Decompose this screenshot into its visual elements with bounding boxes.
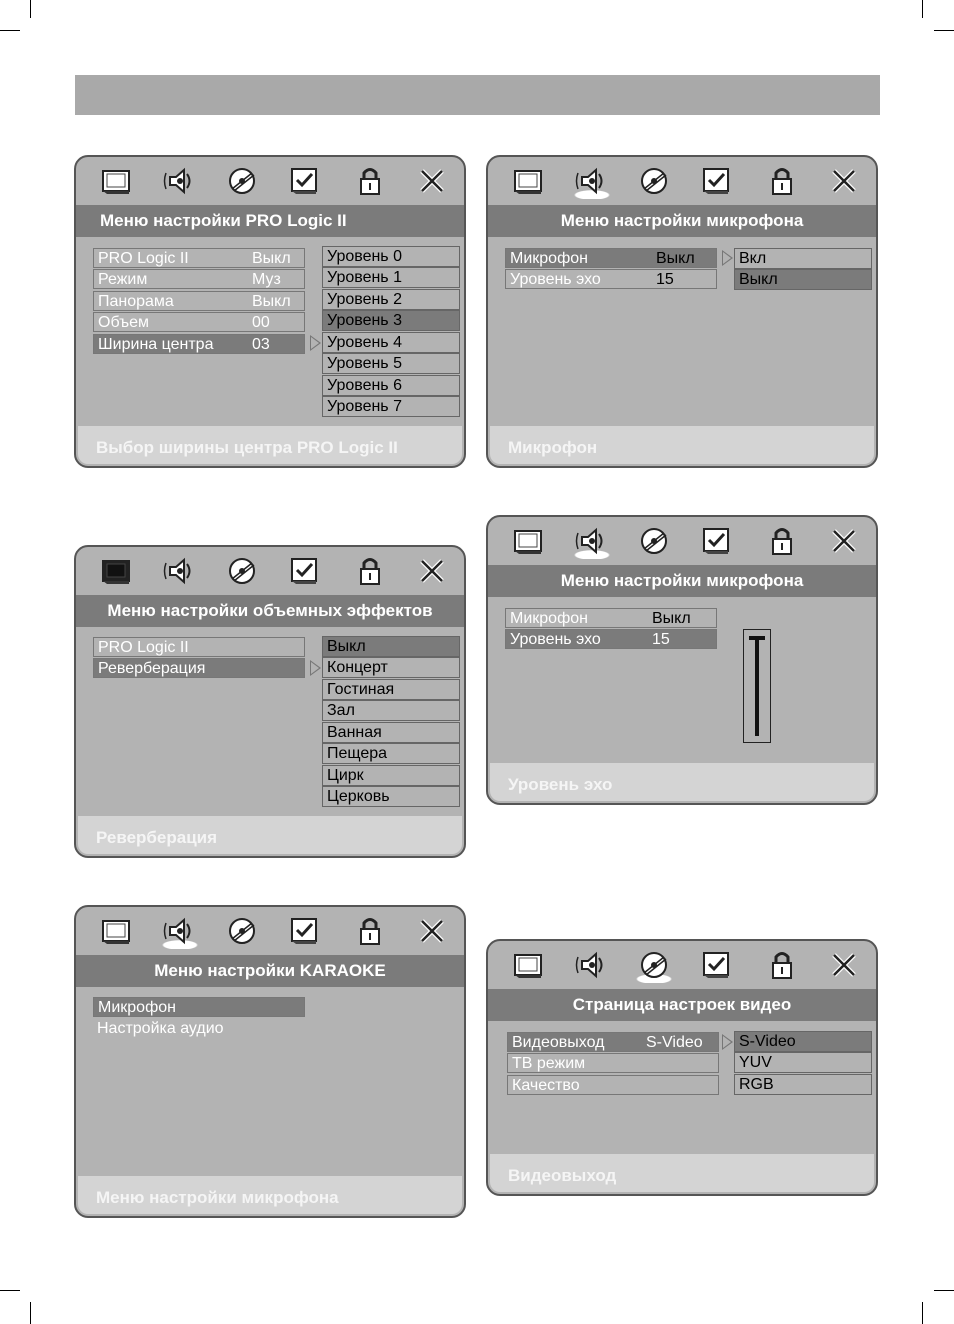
- close-icon[interactable]: [826, 523, 862, 559]
- setting-value: S-Video: [646, 1034, 703, 1051]
- setting-center-width[interactable]: [93, 334, 305, 354]
- setting-value: Выкл: [252, 293, 291, 310]
- setting-label: Микрофон: [510, 250, 588, 267]
- setting-label: Уровень эхо: [510, 271, 601, 288]
- disc-icon[interactable]: [224, 553, 260, 589]
- crop-mark: [30, 0, 31, 18]
- setting-pro-logic[interactable]: [93, 248, 305, 268]
- checkmark-icon[interactable]: [286, 913, 322, 949]
- checkmark-icon[interactable]: [286, 553, 322, 589]
- setting-echo-level[interactable]: [505, 269, 717, 289]
- crop-mark: [934, 1290, 954, 1291]
- setting-label: Реверберация: [98, 660, 206, 677]
- setting-echo-level[interactable]: [505, 629, 717, 649]
- tv-icon[interactable]: [510, 947, 546, 983]
- setting-value: 00: [252, 314, 270, 331]
- slider-fill: [755, 638, 759, 736]
- lock-icon[interactable]: [764, 523, 800, 559]
- option-item[interactable]: Цирк: [322, 765, 460, 786]
- option-item[interactable]: Вкл: [734, 248, 872, 269]
- icon-bar: [76, 907, 464, 955]
- tv-icon[interactable]: [98, 913, 134, 949]
- disc-icon[interactable]: [636, 163, 672, 199]
- mic-panel: [486, 155, 878, 468]
- setting-value: Выкл: [252, 250, 291, 267]
- checkmark-icon[interactable]: [698, 163, 734, 199]
- lock-icon[interactable]: [352, 913, 388, 949]
- panel-title: Страница настроек видео: [488, 989, 876, 1021]
- crop-mark: [934, 30, 954, 31]
- option-item[interactable]: Уровень 6: [322, 375, 460, 396]
- panel-title: Меню настройки микрофона: [488, 565, 876, 597]
- crop-mark: [922, 0, 923, 18]
- echo-level-slider[interactable]: [743, 629, 771, 743]
- checkmark-icon[interactable]: [698, 947, 734, 983]
- close-icon[interactable]: [414, 553, 450, 589]
- setting-value: 15: [652, 631, 670, 648]
- panel-footer: Выбор ширины центра PRO Logic II: [78, 426, 462, 464]
- disc-icon[interactable]: [224, 913, 260, 949]
- icon-bar: [76, 547, 464, 595]
- option-item-selected[interactable]: Уровень 3: [322, 310, 460, 331]
- crop-mark: [0, 30, 20, 31]
- disc-icon[interactable]: [224, 163, 260, 199]
- setting-panorama[interactable]: [93, 291, 305, 311]
- setting-microphone[interactable]: [505, 248, 717, 268]
- panel-footer: Меню настройки микрофона: [78, 1176, 462, 1214]
- tv-icon[interactable]: [510, 163, 546, 199]
- setting-quality[interactable]: [507, 1075, 719, 1095]
- speaker-icon[interactable]: [162, 163, 198, 199]
- disc-icon[interactable]: [636, 523, 672, 559]
- lock-icon[interactable]: [352, 553, 388, 589]
- crop-mark: [922, 1302, 923, 1324]
- echo-panel: [486, 515, 878, 805]
- close-icon[interactable]: [826, 947, 862, 983]
- option-item[interactable]: Ванная: [322, 722, 460, 743]
- crop-mark: [0, 1290, 20, 1291]
- panel-title: Меню настройки KARAOKE: [76, 955, 464, 987]
- icon-bar: [488, 157, 876, 205]
- menu-item-label: Микрофон: [98, 999, 176, 1016]
- setting-label: Качество: [512, 1077, 580, 1094]
- setting-label: Объем: [98, 314, 149, 331]
- setting-value: Выкл: [652, 610, 691, 627]
- checkmark-icon[interactable]: [286, 163, 322, 199]
- tv-icon[interactable]: [98, 163, 134, 199]
- setting-tv-mode[interactable]: [507, 1053, 719, 1073]
- panel-title: Меню настройки PRO Logic II: [76, 205, 464, 237]
- setting-label: Панорама: [98, 293, 174, 310]
- setting-label: ТВ режим: [512, 1055, 586, 1072]
- close-icon[interactable]: [414, 163, 450, 199]
- setting-label: Видеовыход: [512, 1034, 605, 1051]
- option-item[interactable]: Уровень 2: [322, 289, 460, 310]
- panel-footer: Уровень эхо: [490, 763, 874, 801]
- setting-label: Микрофон: [510, 610, 588, 627]
- submenu-arrow-icon: [310, 660, 321, 676]
- option-item-selected[interactable]: Выкл: [322, 636, 460, 657]
- option-item[interactable]: Пещера: [322, 743, 460, 764]
- page-header-bar: [75, 75, 880, 115]
- option-item[interactable]: Уровень 0: [322, 246, 460, 267]
- tv-icon[interactable]: [98, 553, 134, 589]
- setting-label: PRO Logic II: [98, 639, 189, 656]
- option-item[interactable]: YUV: [734, 1052, 872, 1073]
- setting-value: 15: [656, 271, 674, 288]
- panel-footer: Реверберация: [78, 816, 462, 854]
- video-panel: [486, 939, 878, 1196]
- karaoke-panel: [74, 905, 466, 1218]
- setting-value: Выкл: [656, 250, 695, 267]
- surround-panel: [74, 545, 466, 858]
- close-icon[interactable]: [826, 163, 862, 199]
- close-icon[interactable]: [414, 913, 450, 949]
- tv-icon[interactable]: [510, 523, 546, 559]
- setting-pro-logic[interactable]: [93, 637, 305, 657]
- setting-reverb[interactable]: [93, 658, 305, 678]
- icon-bar: [76, 157, 464, 205]
- option-item[interactable]: Уровень 5: [322, 353, 460, 374]
- panel-footer: Микрофон: [490, 426, 874, 464]
- pro-logic-panel: [74, 155, 466, 468]
- lock-icon[interactable]: [352, 163, 388, 199]
- setting-label: PRO Logic II: [98, 250, 189, 267]
- menu-item-audio-settings[interactable]: Настройка аудио: [97, 1020, 224, 1037]
- panel-title: Меню настройки объемных эффектов: [76, 595, 464, 627]
- speaker-icon[interactable]: [162, 913, 198, 949]
- submenu-arrow-icon: [310, 335, 321, 351]
- option-item[interactable]: Зал: [322, 700, 460, 721]
- setting-label: Уровень эхо: [510, 631, 601, 648]
- option-item[interactable]: Уровень 7: [322, 396, 460, 417]
- setting-microphone[interactable]: [505, 608, 717, 628]
- checkmark-icon[interactable]: [698, 523, 734, 559]
- speaker-icon[interactable]: [162, 553, 198, 589]
- option-item[interactable]: Концерт: [322, 657, 460, 678]
- setting-label: Режим: [98, 271, 148, 288]
- panel-title: Меню настройки микрофона: [488, 205, 876, 237]
- submenu-arrow-icon: [722, 250, 733, 266]
- icon-bar: [488, 517, 876, 565]
- option-item-selected[interactable]: Выкл: [734, 269, 872, 290]
- speaker-icon[interactable]: [574, 947, 610, 983]
- speaker-icon[interactable]: [574, 523, 610, 559]
- panel-footer: Видеовыход: [490, 1154, 874, 1192]
- option-item[interactable]: Уровень 1: [322, 267, 460, 288]
- setting-label: Ширина центра: [98, 336, 214, 353]
- lock-icon[interactable]: [764, 947, 800, 983]
- lock-icon[interactable]: [764, 163, 800, 199]
- setting-volume[interactable]: [93, 312, 305, 332]
- setting-value: Муз: [252, 271, 281, 288]
- option-item[interactable]: Гостиная: [322, 679, 460, 700]
- setting-value: 03: [252, 336, 270, 353]
- setting-mode[interactable]: [93, 269, 305, 289]
- menu-item-microphone[interactable]: [93, 997, 305, 1017]
- disc-icon[interactable]: [636, 947, 672, 983]
- submenu-arrow-icon: [722, 1034, 733, 1050]
- option-item[interactable]: Церковь: [322, 786, 460, 807]
- speaker-icon[interactable]: [574, 163, 610, 199]
- option-item-selected[interactable]: S-Video: [734, 1031, 872, 1052]
- crop-mark: [30, 1302, 31, 1324]
- option-item[interactable]: RGB: [734, 1074, 872, 1095]
- option-item[interactable]: Уровень 4: [322, 332, 460, 353]
- setting-video-output[interactable]: [507, 1032, 719, 1052]
- icon-bar: [488, 941, 876, 989]
